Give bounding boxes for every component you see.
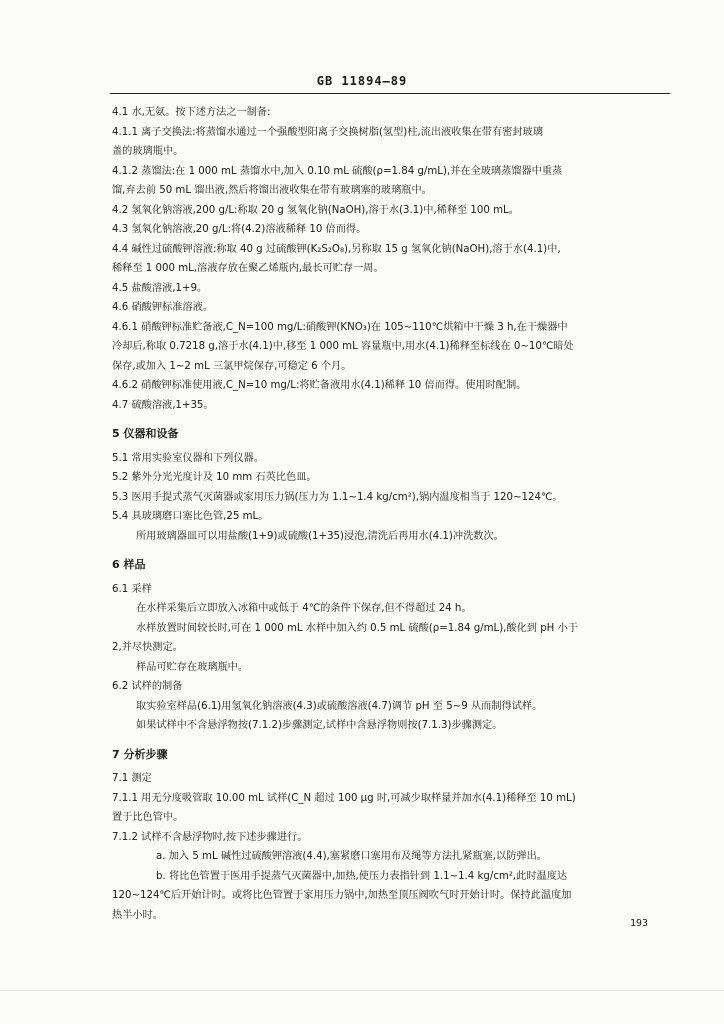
header-rule	[110, 93, 670, 94]
text-line: a. 加入 5 mL 碱性过硫酸钾溶液(4.4),塞紧磨口塞用布及绳等方法扎紧瓶塞,以防弹出。	[156, 851, 547, 862]
text-line: 4.4 碱性过硫酸钾溶液:称取 40 g 过硫酸钾(K₂S₂O₈),另称取 15 g 氢氧化钠(NaOH),溶于水(4.1)中,	[112, 243, 561, 255]
standard-number-header: GB 11894—89	[316, 74, 408, 88]
spacer	[112, 415, 668, 424]
text-line: 5.1 常用实验室仪器和下列仪器。	[112, 452, 264, 464]
spacer	[112, 546, 668, 555]
text-line: 120~124℃后开始计时。或将比色管置于家用压力锅中,加热至顶压阀吹气时开始计时。保持此温度加	[112, 890, 572, 901]
text-line: 5.2 紫外分光光度计及 10 mm 石英比色皿。	[112, 472, 317, 483]
text-line: 4.5 盐酸溶液,1+9。	[112, 282, 208, 294]
text-line: 在水样采集后立即放入冰箱中或低于 4℃的条件下保存,但不得超过 24 h。	[136, 603, 472, 614]
section-heading: 6 样品	[112, 558, 146, 571]
text-line: 馏,弃去前 50 mL 馏出液,然后将馏出液收集在带有玻璃塞的玻璃瓶中。	[112, 185, 432, 196]
bottom-rule	[0, 990, 724, 991]
text-line: 水样放置时间较长时,可在 1 000 mL 水样中加入约 0.5 mL 硫酸(ρ=1.84 g/mL),酸化到 pH 小于	[136, 622, 578, 634]
text-line: 2,并尽快测定。	[112, 642, 183, 653]
text-line: 所用玻璃器皿可以用盐酸(1+9)或硫酸(1+35)浸泡,清洗后再用水(4.1)冲洗数次。	[136, 530, 504, 542]
text-line: 取实验室样品(6.1)用氢氧化钠溶液(4.3)或硫酸溶液(4.7)调节 pH 至 5~9 从而制得试样。	[136, 700, 543, 712]
text-line: b. 将比色管置于医用手提蒸气灭菌器中,加热,使压力表指针到 1.1~1.4 kg/cm²,此时温度达	[156, 870, 568, 882]
text-line: 4.1.1 离子交换法:将蒸馏水通过一个强酸型阳离子交换树脂(氢型)柱,流出液收集在带有密封玻璃	[112, 126, 543, 138]
text-line: 4.7 硫酸溶液,1+35。	[112, 399, 214, 411]
section-heading: 7 分析步骤	[112, 747, 168, 761]
text-line: 7.1.1 用无分度吸管取 10.00 mL 试样(C_N 超过 100 μg 时,可减少取样量并加水(4.1)稀释至 10 mL)	[112, 792, 576, 804]
text-line: 4.1.2 蒸馏法:在 1 000 mL 蒸馏水中,加入 0.10 mL 硫酸(ρ=1.84 g/mL),并在全玻璃蒸馏器中重蒸	[112, 165, 563, 177]
text-line: 4.6 硝酸钾标准溶液。	[112, 302, 213, 313]
text-line: 样品可贮存在玻璃瓶中。	[136, 661, 249, 673]
text-line: 7.1.2 试样不含悬浮物时,按下述步骤进行。	[112, 831, 308, 843]
text-line: 置于比色管中。	[112, 812, 184, 823]
text-line: 6.1 采样	[112, 583, 152, 595]
text-line: 4.6.2 硝酸钾标准使用液,C_N=10 mg/L:将贮备液用水(4.1)稀释 10 倍而得。使用时配制。	[112, 380, 527, 391]
text-line: 如果试样中不含悬浮物按(7.1.2)步骤测定,试样中含悬浮物则按(7.1.3)步骤测定。	[136, 720, 503, 731]
text-line: 热半小时。	[112, 909, 163, 921]
text-line: 4.1 水,无氨。按下述方法之一制备:	[112, 107, 271, 118]
text-line: 6.2 试样的制备	[112, 681, 183, 692]
text-line: 冷却后,称取 0.7218 g,溶于水(4.1)中,移至 1 000 mL 容量瓶中,用水(4.1)稀释至标线在 0~10℃暗处	[112, 341, 574, 352]
text-line: 7.1 测定	[112, 773, 152, 784]
text-line: 5.4 具玻璃磨口塞比色管,25 mL。	[112, 511, 269, 522]
text-line: 稀释至 1 000 mL,溶液存放在聚乙烯瓶内,最长可贮存一周。	[112, 263, 384, 274]
text-line: 盖的玻璃瓶中。	[112, 146, 184, 157]
spacer	[112, 736, 668, 745]
text-line: 4.2 氢氧化钠溶液,200 g/L:称取 20 g 氢氧化钠(NaOH),溶于水(3.1)中,稀释至 100 mL。	[112, 204, 519, 216]
text-line: 保存,或加入 1~2 mL 三氯甲烷保存,可稳定 6 个月。	[112, 360, 352, 372]
text-line: 4.3 氢氧化钠溶液,20 g/L:将(4.2)溶液稀释 10 倍而得。	[112, 224, 367, 235]
page-number: 193	[630, 918, 649, 929]
text-line: 5.3 医用手提式蒸气灭菌器或家用压力锅(压力为 1.1~1.4 kg/cm²),锅内温度相当于 120~124℃。	[112, 491, 563, 503]
document-body	[112, 103, 668, 925]
section-heading: 5 仪器和设备	[112, 427, 179, 440]
text-line: 4.6.1 硝酸钾标准贮备液,C_N=100 mg/L:硝酸钾(KNO₃)在 105~110℃烘箱中干燥 3 h,在干燥器中	[112, 321, 568, 333]
